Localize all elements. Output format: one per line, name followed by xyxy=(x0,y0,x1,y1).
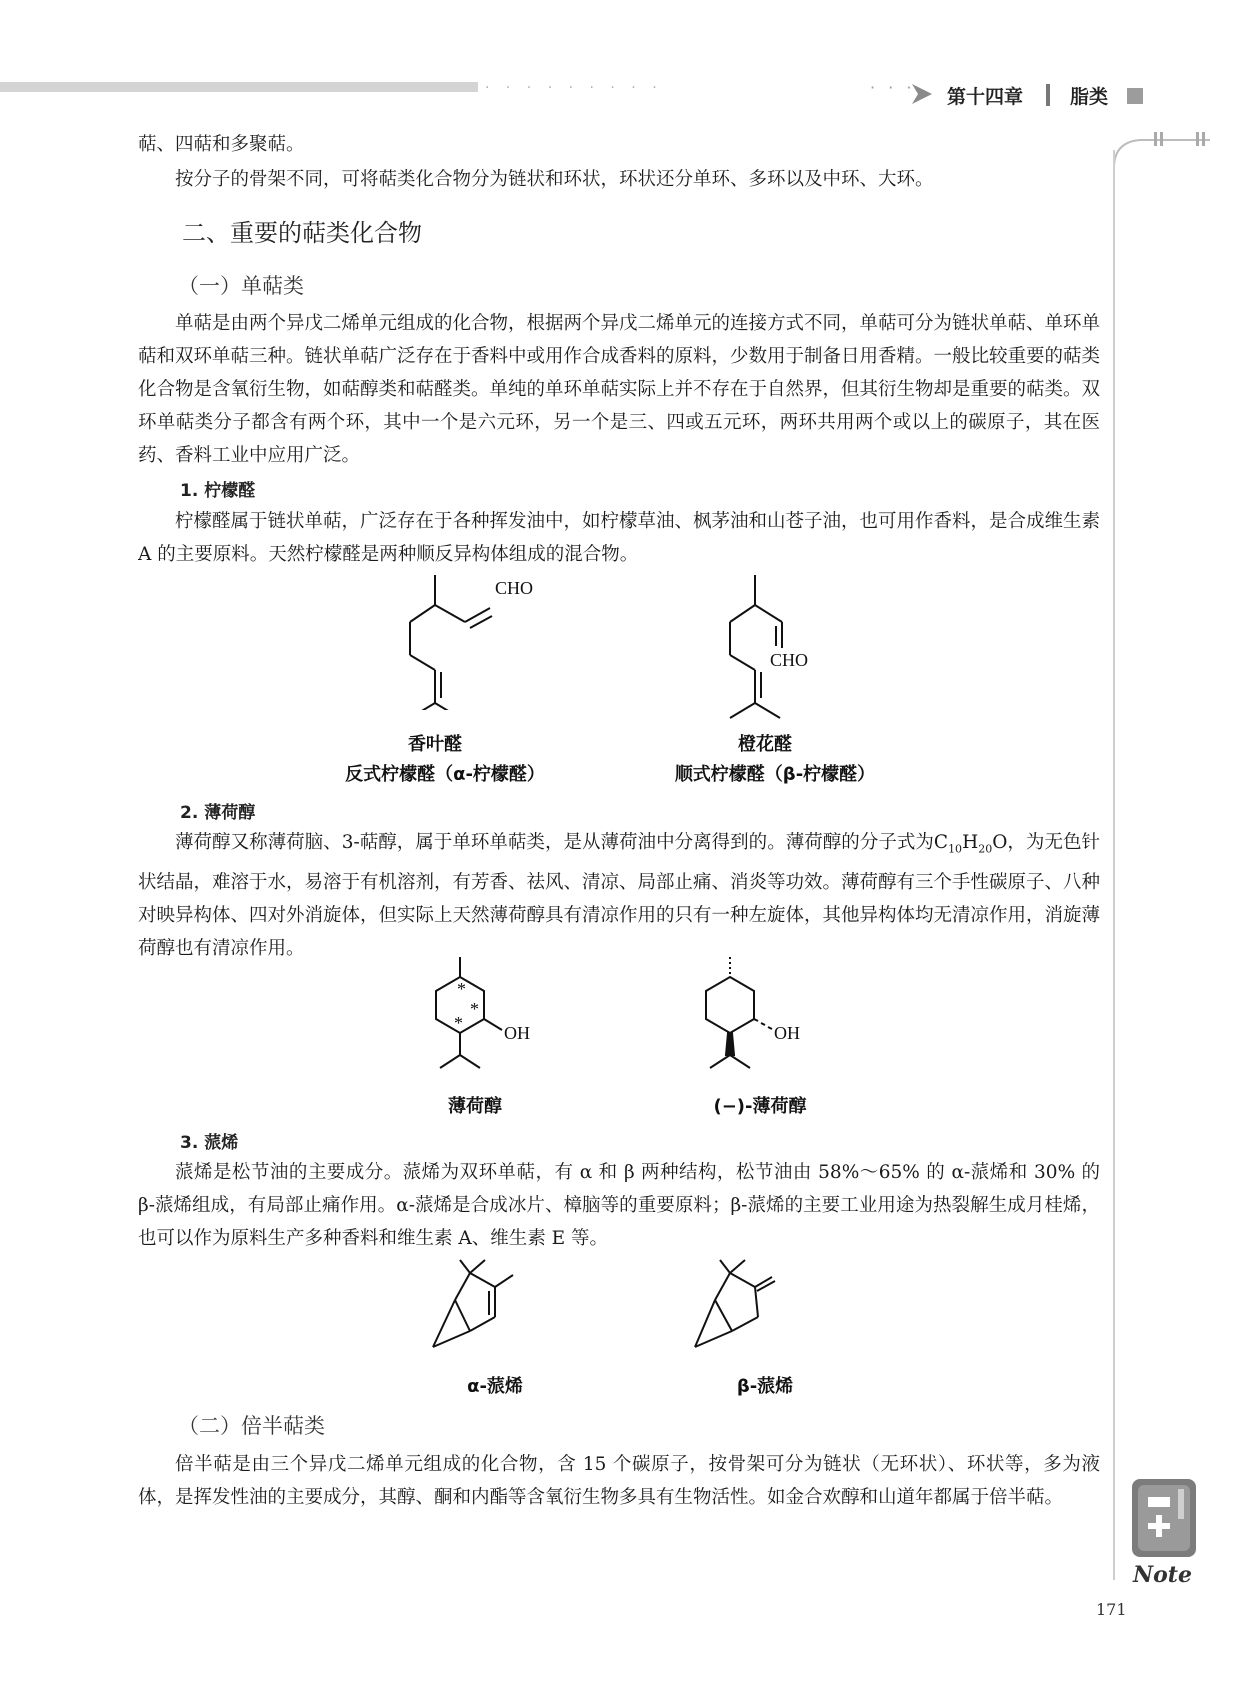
chiral-star: * xyxy=(457,979,466,999)
page-number: 171 xyxy=(1096,1600,1127,1619)
note-label: Note xyxy=(1133,1562,1192,1588)
neral-name: 橙花醛 xyxy=(738,734,792,755)
formula-c: C xyxy=(933,832,949,853)
neral-subtitle: 顺式柠檬醛（β-柠檬醛） xyxy=(674,764,876,785)
subsection-heading-monoterpene: （一）单萜类 xyxy=(178,274,304,298)
subsection-heading-sesquiterpene: （二）倍半萜类 xyxy=(178,1414,325,1438)
header-separator xyxy=(1046,84,1050,106)
chapter-title: 脂类 xyxy=(1070,86,1109,108)
item-heading-menthol: 2. 薄荷醇 xyxy=(180,803,256,823)
alpha-pinene-name: α-蒎烯 xyxy=(467,1376,523,1397)
l-menthol-structure xyxy=(690,955,830,1080)
header-square-icon xyxy=(1127,88,1143,104)
chiral-star: * xyxy=(454,1013,463,1033)
neral-structure xyxy=(710,570,860,720)
menthol-text-b: ，为无色针状结晶，难溶于水，易溶于有机溶剂，有芳香、祛风、清凉、局部止痛、消炎等功效。薄荷醇有三个手性碳原子、八种对映异构体、四对外消旋体，但实际上天然薄荷醇具有清凉作用的只有一种左旋体，其他异构体均无清凉作用，消旋薄荷醇也有清凉作用。 xyxy=(138,832,1101,959)
formula-c-sub: 10 xyxy=(948,842,963,856)
geranial-structure xyxy=(390,570,600,710)
geranial-subtitle: 反式柠檬醛（α-柠檬醛） xyxy=(345,764,545,785)
header-bar xyxy=(0,82,478,92)
chevron-right-icon xyxy=(910,84,934,104)
cho-label: CHO xyxy=(770,650,809,670)
beta-pinene-structure xyxy=(690,1255,810,1355)
paragraph-pinene: 蒎烯是松节油的主要成分。蒎烯为双环单萜，有 α 和 β 两种结构，松节油由 58%～65% 的 α-蒎烯和 30% 的 β-蒎烯组成，有局部止痛作用。α-蒎烯是合成冰片、樟脑等的重要原料；β-蒎烯的主要工业用途为热裂解生成月桂烯，也可以作为原料生产多种香料和维生素 A、维生素 E 等。 xyxy=(138,1162,1100,1249)
oh-label: OH xyxy=(504,1023,530,1043)
paragraph-sesquiterpene: 倍半萜是由三个异戊二烯单元组成的化合物，含 15 个碳原子，按骨架可分为链状（无环状）、环状等，多为液体，是挥发性油的主要成分，其醇、酮和内酯等含氧衍生物多具有生物活性。如金合欢醇和山道年都属于倍半萜。 xyxy=(138,1454,1100,1508)
item-heading-pinene: 3. 蒎烯 xyxy=(180,1133,239,1153)
chiral-star: * xyxy=(470,999,479,1019)
margin-line xyxy=(1113,150,1115,1580)
oh-label: OH xyxy=(774,1023,800,1043)
paragraph-continuation: 萜、四萜和多聚萜。 xyxy=(138,134,305,155)
section-heading: 二、重要的萜类化合物 xyxy=(182,219,422,247)
menthol-name: 薄荷醇 xyxy=(448,1096,502,1117)
chapter-label: 第十四章 xyxy=(947,86,1024,108)
formula-h: H xyxy=(962,832,979,853)
alpha-pinene-structure xyxy=(425,1255,545,1355)
paragraph-monoterpene: 单萜是由两个异戊二烯单元组成的化合物，根据两个异戊二烯单元的连接方式不同，单萜可分为链状单萜、单环单萜和双环单萜三种。链状单萜广泛存在于香料中或用作合成香料的原料，少数用于制备日用香精。一般比较重要的萜类化合物是含氧衍生物，如萜醇类和萜醛类。单纯的单环单萜实际上并不存在于自然界，但其衍生物却是重要的萜类。双环单萜类分子都含有两个环，其中一个是六元环，另一个是三、四或五元环，两环共用两个或以上的碳原子，其在医药、香料工业中应用广泛。 xyxy=(138,313,1101,466)
header-dots-right: · · · xyxy=(870,78,916,97)
note-icon xyxy=(1128,1475,1202,1563)
menthol-text-a: 薄荷醇又称薄荷脑、3-萜醇，属于单环单萜类，是从薄荷油中分离得到的。薄荷醇的分子式为 xyxy=(175,832,934,853)
paragraph-menthol xyxy=(138,826,1100,965)
geranial-name: 香叶醛 xyxy=(408,734,462,755)
paragraph-classification: 按分子的骨架不同，可将萜类化合物分为链状和环状，环状还分单环、多环以及中环、大环。 xyxy=(175,169,934,190)
margin-decoration xyxy=(1100,128,1210,168)
paragraph-citral: 柠檬醛属于链状单萜，广泛存在于各种挥发油中，如柠檬草油、枫茅油和山苍子油，也可用作香料，是合成维生素 A 的主要原料。天然柠檬醛是两种顺反异构体组成的混合物。 xyxy=(138,511,1101,565)
l-menthol-name: (−)-薄荷醇 xyxy=(713,1096,807,1117)
formula-o: O xyxy=(992,832,1008,853)
formula-h-sub: 20 xyxy=(978,842,993,856)
beta-pinene-name: β-蒎烯 xyxy=(736,1376,794,1397)
cho-label: CHO xyxy=(495,578,534,598)
item-heading-citral: 1. 柠檬醛 xyxy=(180,481,256,501)
header-dots-left: · · · · · · · · · xyxy=(485,80,663,96)
menthol-structure xyxy=(420,955,560,1080)
